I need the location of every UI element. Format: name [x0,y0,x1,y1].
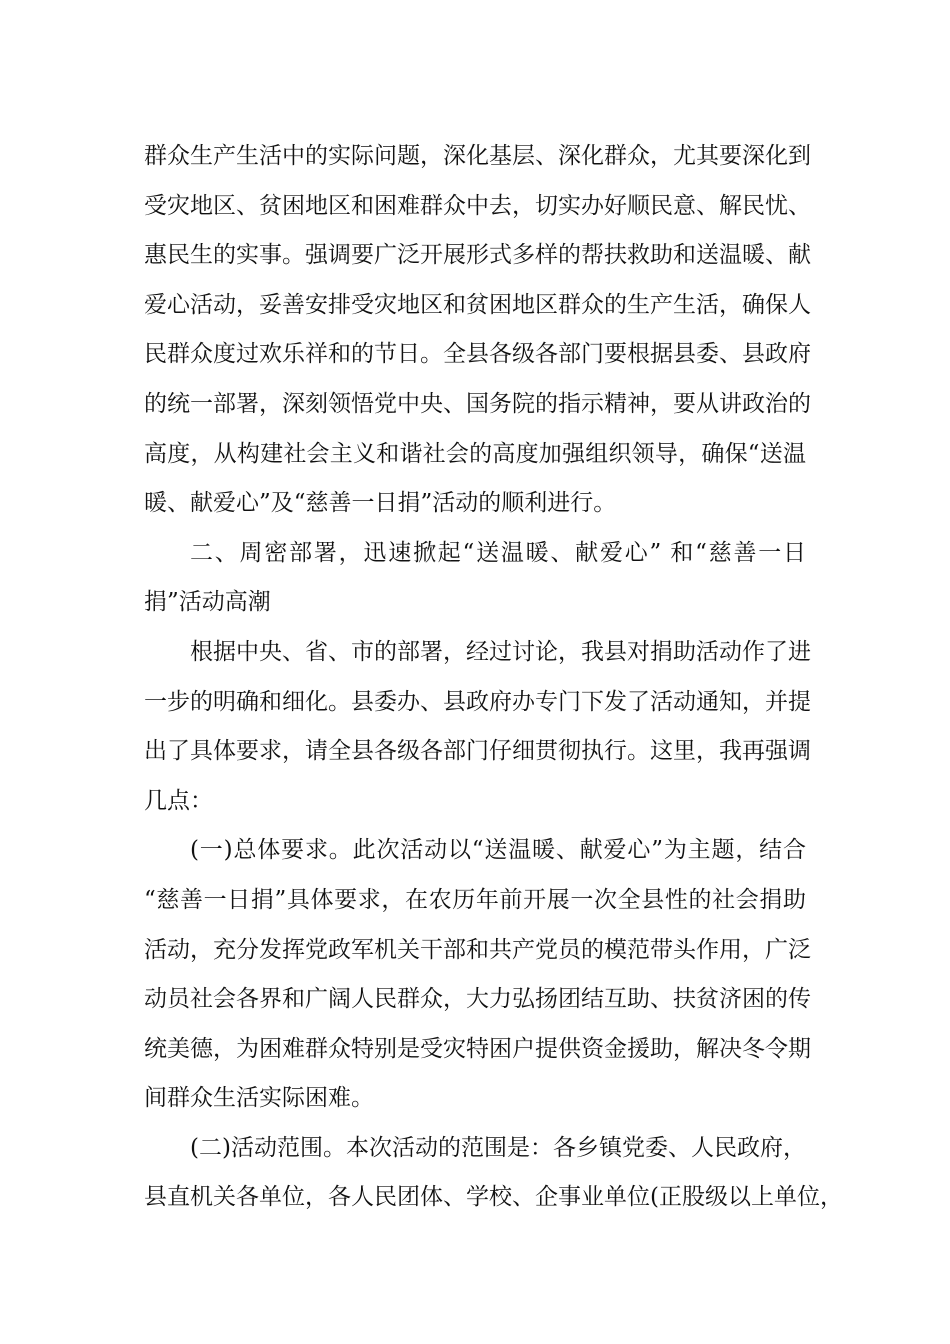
text-line: 活动，充分发挥党政军机关干部和共产党员的模范带头作用，广泛 [144,936,811,963]
text-line: 捐”活动高潮 [144,589,271,616]
text-line: 的统一部署，深刻领悟党中央、国务院的指示精神，要从讲政治的 [144,390,811,417]
text-line: (二)活动范围。本次活动的范围是：各乡镇党委、人民政府， [190,1134,806,1161]
text-line: 爱心活动，妥善安排受灾地区和贫困地区群众的生产生活，确保人 [144,291,811,318]
text-line: 高度，从构建社会主义和谐社会的高度加强组织领导，确保“送温 [144,440,806,467]
text-line: 出了具体要求，请全县各级各部门仔细贯彻执行。这里，我再强调 [144,738,811,765]
text-line: 县直机关各单位，各人民团体、学校、企事业单位(正股级以上单位， [144,1184,843,1211]
text-line: 动员社会各界和广阔人民群众，大力弘扬团结互助、扶贫济困的传 [144,986,811,1013]
text-line: 惠民生的实事。强调要广泛开展形式多样的帮扶救助和送温暖、献 [144,242,811,269]
text-line: 受灾地区、贫困地区和困难群众中去，切实办好顺民意、解民忧、 [144,192,811,219]
text-line: 一步的明确和细化。县委办、县政府办专门下发了活动通知，并提 [144,688,811,715]
text-line: (一)总体要求。此次活动以“送温暖、献爱心”为主题，结合 [190,837,806,864]
document-body [144,132,843,1223]
text-line: 二、周密部署，迅速掀起“送温暖、献爱心” 和“慈善一日 [190,539,806,566]
text-line: 民群众度过欢乐祥和的节日。全县各级各部门要根据县委、县政府 [144,341,811,368]
text-line: 群众生产生活中的实际问题，深化基层、深化群众，尤其要深化到 [144,143,811,169]
text-line: 统美德，为困难群众特别是受灾特困户提供资金援助，解决冬令期 [144,1035,811,1062]
text-line: “慈善一日捐”具体要求，在农历年前开展一次全县性的社会捐助 [144,886,806,913]
text-line: 几点： [144,787,213,814]
text-line: 暖、献爱心”及“慈善一日捐”活动的顺利进行。 [144,490,617,517]
text-line: 间群众生活实际困难。 [144,1085,374,1112]
text-line: 根据中央、省、市的部署，经过讨论，我县对捐助活动作了进 [190,638,811,665]
